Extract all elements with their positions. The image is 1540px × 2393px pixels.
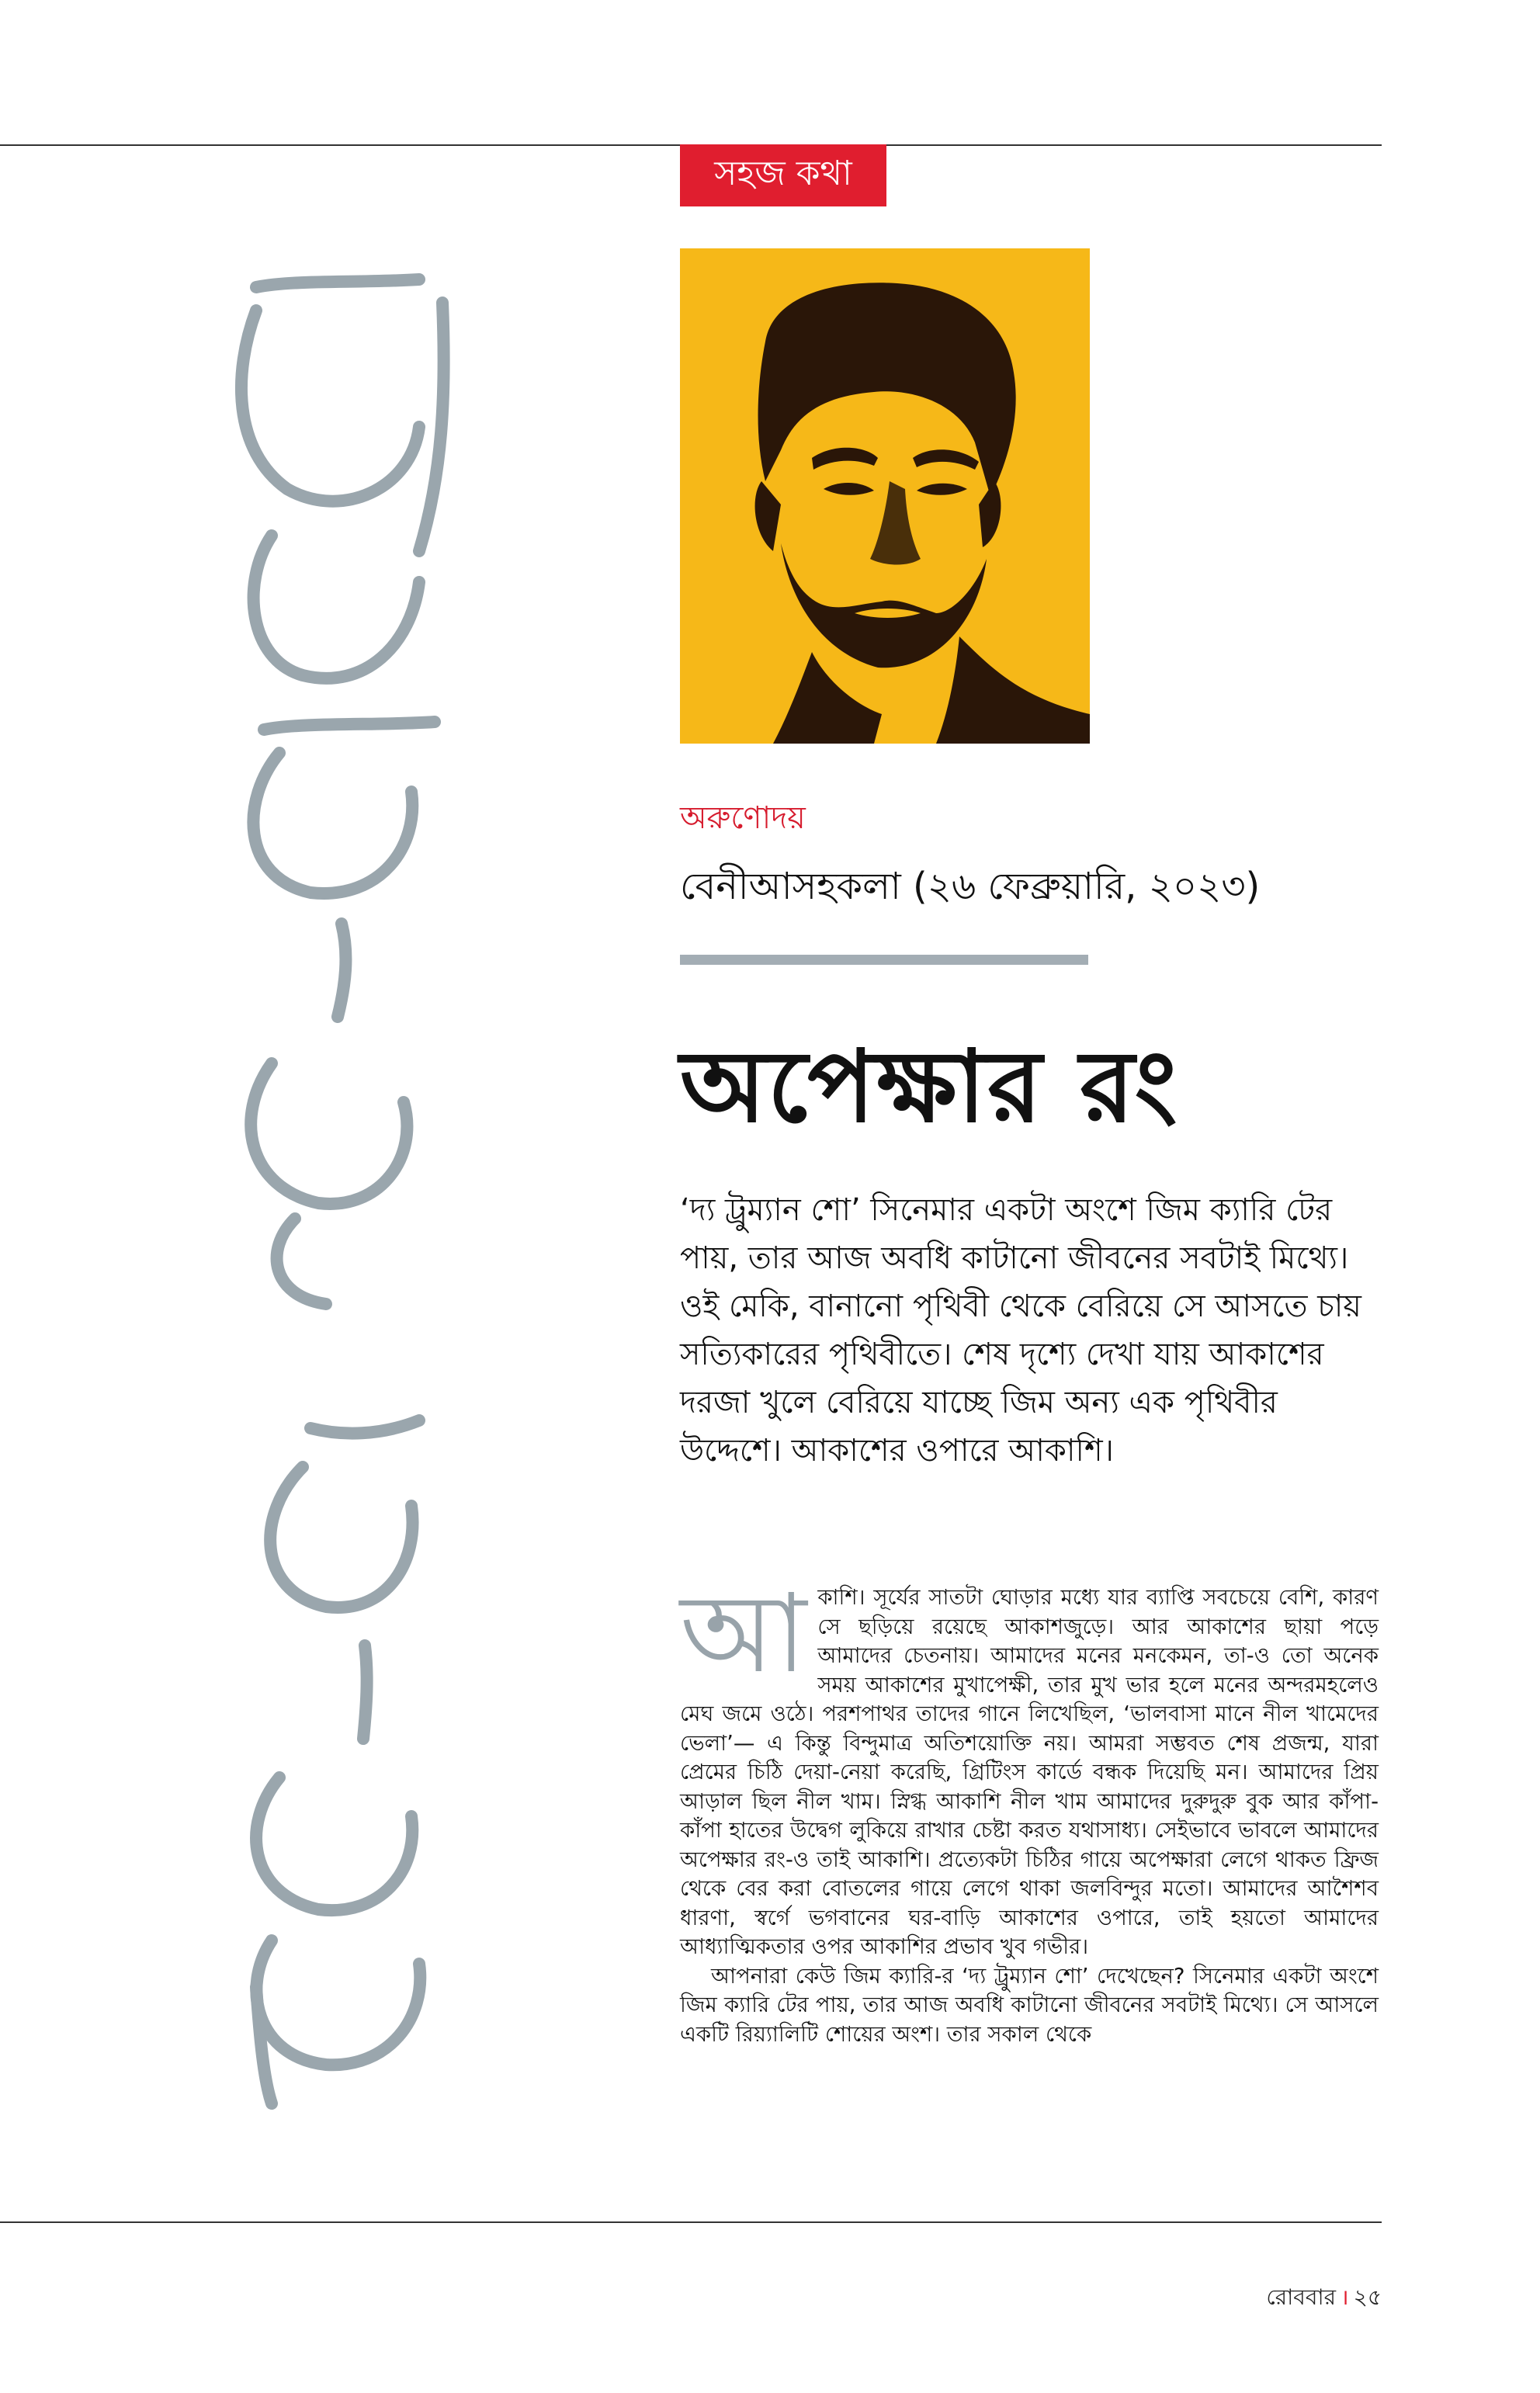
bottom-rule [0, 2221, 1382, 2223]
magazine-name: রোববার [1266, 2284, 1336, 2310]
author-portrait [680, 248, 1090, 744]
author-name: অরুণোদয় [680, 800, 806, 836]
article-body [680, 1571, 1379, 2049]
body-paragraph: কাশি। সূর্যের সাতটা ঘোড়ার মধ্যে যার ব্যাপ্তি সবচেয়ে বেশি, কারণ সে ছড়িয়ে রয়েছে আকাশজুড়ে। আর আকাশের ছায়া পড়ে আমাদের চেতনায়। আমাদের মনের মনকেমন, তা-ও তো অনেক সময় আকাশের মুখাপেক্ষী, তার মুখ ভার হলে মনের অন্দরমহলেও মেঘ জমে ওঠে। পরশপাথর তাদের গানে লিখেছিল, ‘ভালবাসা মানে নীল খামেদের ভেলা’— এ কিন্তু বিন্দুমাত্র অতিশয়োক্তি নয়। আমরা সম্ভবত শেষ প্রজন্ম, যারা প্রেমের চিঠি দেয়া-নেয়া করেছি, গ্রিটিংস কার্ডে বন্ধক দিয়েছি মন। আমাদের প্রিয় আড়াল ছিল নীল খাম। স্নিগ্ধ আকাশি নীল খাম আমাদের দুরুদুরু বুক আর কাঁপা-কাঁপা হাতের উদ্বেগ লুকিয়ে রাখার চেষ্টা করত যথাসাধ্য। সেইভাবে ভাবলে আমাদের অপেক্ষার রং-ও তাই আকাশি। প্রত্যেকটা চিঠির গায়ে অপেক্ষারা লেগে থাকত ফ্রিজ থেকে বের করা বোতলের গায়ে লেগে থাকা জলবিন্দুর মতো। আমাদের আশৈশব ধারণা, স্বর্গে ভগবানের ঘর-বাড়ি আকাশের ওপারে, তাই হয়তো আমাদের আধ্যাত্মিকতার ওপর আকাশির প্রভাব খুব গভীর। [680, 1585, 1379, 1959]
section-tag: সহজ কথা [680, 144, 886, 206]
article-headline: অপেক্ষার রং [680, 1029, 1179, 1145]
drop-cap: আ [680, 1571, 807, 1698]
calligraphy-artwork [186, 256, 481, 2119]
page-number: ২৫ [1353, 2284, 1382, 2310]
source-credit: বেনীআসহকলা (২৬ ফেব্রুয়ারি, ২০২৩) [680, 865, 1261, 908]
article-intro: ‘দ্য ট্রুম্যান শো’ সিনেমার একটা অংশে জিম ক্যারি টের পায়, তার আজ অবধি কাটানো জীবনের সবটাই মিথ্যে। ওই মেকি, বানানো পৃথিবী থেকে বেরিয়ে সে আসতে চায় সত্যিকারের পৃথিবীতে। শেষ দৃশ্যে দেখা যায় আকাশের দরজা খুলে বেরিয়ে যাচ্ছে জিম অন্য এক পৃথিবীর উদ্দেশে। আকাশের ওপারে আকাশি। [680, 1192, 1361, 1469]
divider-bar [680, 955, 1088, 965]
body-paragraph: আপনারা কেউ জিম ক্যারি-র ‘দ্য ট্রুম্যান শো’ দেখেছেন? সিনেমার একটা অংশে জিম ক্যারি টের পায়, তার আজ অবধি কাটানো জীবনের সবটাই মিথ্যে। সে আসলে একটি রিয়্যালিটি শোয়ের অংশ। তার সকাল থেকে [680, 1963, 1379, 2047]
page-footer [1226, 2280, 1382, 2317]
footer-separator: । [1341, 2284, 1349, 2310]
